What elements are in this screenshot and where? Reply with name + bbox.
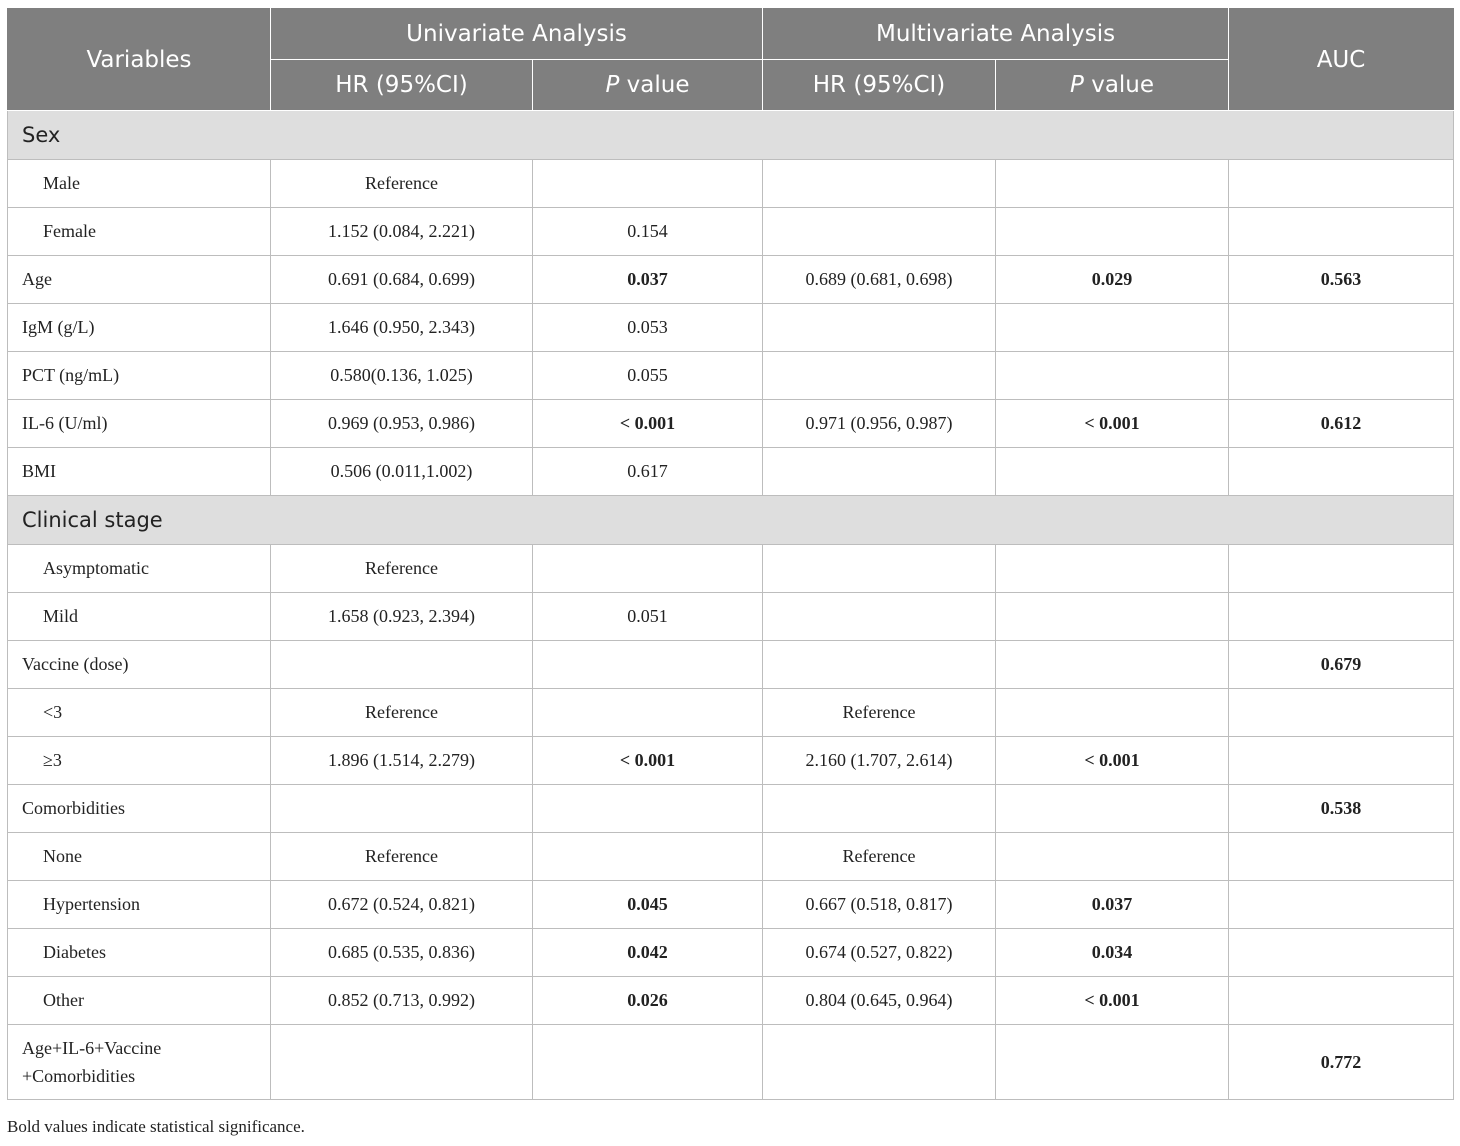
- variable-label: Diabetes: [8, 929, 271, 977]
- variable-label: Male: [8, 160, 271, 208]
- table-row: [8, 833, 1454, 881]
- multi-p-cell: [996, 1025, 1229, 1100]
- variable-label: None: [8, 833, 271, 881]
- variable-label: Female: [8, 208, 271, 256]
- variable-label: Mild: [8, 593, 271, 641]
- variable-label: Asymptomatic: [8, 545, 271, 593]
- variable-label: Other: [8, 977, 271, 1025]
- results-table: [7, 8, 1454, 1100]
- multi-p-cell: [996, 593, 1229, 641]
- multi-hr-cell: [763, 785, 996, 833]
- table-row: [8, 256, 1454, 304]
- auc-cell: [1229, 545, 1454, 593]
- uni-hr-cell: 0.580(0.136, 1.025): [271, 352, 533, 400]
- uni-hr-cell: 1.646 (0.950, 2.343): [271, 304, 533, 352]
- uni-hr-cell: 0.852 (0.713, 0.992): [271, 977, 533, 1025]
- multi-hr-cell: [763, 593, 996, 641]
- uni-p-cell: [533, 160, 763, 208]
- multi-hr-cell: 0.971 (0.956, 0.987): [763, 400, 996, 448]
- uni-hr-cell: 1.152 (0.084, 2.221): [271, 208, 533, 256]
- auc-cell: [1229, 352, 1454, 400]
- variable-label: Vaccine (dose): [8, 641, 271, 689]
- uni-hr-cell: Reference: [271, 833, 533, 881]
- table-row: [8, 929, 1454, 977]
- uni-hr-cell: Reference: [271, 545, 533, 593]
- auc-cell: [1229, 977, 1454, 1025]
- multi-hr-cell: 0.689 (0.681, 0.698): [763, 256, 996, 304]
- table-row: [8, 400, 1454, 448]
- variable-label: ≥3: [8, 737, 271, 785]
- variable-label: BMI: [8, 448, 271, 496]
- multi-hr-cell: [763, 304, 996, 352]
- table-row: [8, 881, 1454, 929]
- uni-p-cell: [533, 641, 763, 689]
- auc-cell: [1229, 448, 1454, 496]
- section-label: Clinical stage: [8, 496, 1454, 545]
- multi-hr-cell: 2.160 (1.707, 2.614): [763, 737, 996, 785]
- header-univariate: Univariate Analysis: [271, 9, 763, 60]
- uni-p-cell: 0.055: [533, 352, 763, 400]
- auc-cell: [1229, 881, 1454, 929]
- auc-cell: 0.772: [1229, 1025, 1454, 1100]
- table-row: [8, 208, 1454, 256]
- uni-hr-cell: Reference: [271, 689, 533, 737]
- multi-p-cell: 0.029: [996, 256, 1229, 304]
- variable-label-line: +Comorbidities: [22, 1066, 136, 1086]
- variable-label: Comorbidities: [8, 785, 271, 833]
- uni-p-cell: 0.053: [533, 304, 763, 352]
- uni-hr-cell: 0.672 (0.524, 0.821): [271, 881, 533, 929]
- uni-hr-cell: [271, 641, 533, 689]
- multi-hr-cell: [763, 352, 996, 400]
- multi-p-cell: [996, 448, 1229, 496]
- uni-p-cell: [533, 785, 763, 833]
- multi-hr-cell: [763, 208, 996, 256]
- auc-cell: 0.538: [1229, 785, 1454, 833]
- multi-hr-cell: Reference: [763, 833, 996, 881]
- uni-p-cell: 0.037: [533, 256, 763, 304]
- table-row: [8, 304, 1454, 352]
- multi-hr-cell: 0.804 (0.645, 0.964): [763, 977, 996, 1025]
- p-italic: P: [1070, 72, 1084, 98]
- uni-p-cell: 0.154: [533, 208, 763, 256]
- uni-hr-cell: Reference: [271, 160, 533, 208]
- p-value-label: value: [1083, 72, 1155, 98]
- auc-cell: 0.679: [1229, 641, 1454, 689]
- table-row: [8, 593, 1454, 641]
- multi-p-cell: 0.037: [996, 881, 1229, 929]
- uni-p-cell: 0.026: [533, 977, 763, 1025]
- section-row: [8, 496, 1454, 545]
- table-row: [8, 737, 1454, 785]
- uni-p-cell: [533, 545, 763, 593]
- auc-cell: [1229, 737, 1454, 785]
- multi-p-cell: [996, 833, 1229, 881]
- variable-label: <3: [8, 689, 271, 737]
- uni-p-cell: 0.617: [533, 448, 763, 496]
- multi-p-cell: [996, 545, 1229, 593]
- auc-cell: [1229, 304, 1454, 352]
- header-multi-p: [996, 60, 1229, 111]
- multi-hr-cell: [763, 641, 996, 689]
- uni-hr-cell: 1.658 (0.923, 2.394): [271, 593, 533, 641]
- header-uni-hr: HR (95%CI): [271, 60, 533, 111]
- variable-label: IgM (g/L): [8, 304, 271, 352]
- multi-hr-cell: 0.674 (0.527, 0.822): [763, 929, 996, 977]
- header-multivariate: Multivariate Analysis: [763, 9, 1229, 60]
- variable-label: Age: [8, 256, 271, 304]
- table-row: [8, 785, 1454, 833]
- uni-hr-cell: 0.969 (0.953, 0.986): [271, 400, 533, 448]
- uni-hr-cell: 0.506 (0.011,1.002): [271, 448, 533, 496]
- auc-cell: [1229, 833, 1454, 881]
- variable-label: IL-6 (U/ml): [8, 400, 271, 448]
- uni-p-cell: 0.051: [533, 593, 763, 641]
- uni-hr-cell: [271, 785, 533, 833]
- header-auc: AUC: [1229, 9, 1454, 111]
- variable-label: PCT (ng/mL): [8, 352, 271, 400]
- table-row: [8, 1025, 1454, 1100]
- auc-cell: [1229, 160, 1454, 208]
- uni-p-cell: 0.045: [533, 881, 763, 929]
- multi-p-cell: < 0.001: [996, 400, 1229, 448]
- table-row: [8, 641, 1454, 689]
- multi-p-cell: [996, 352, 1229, 400]
- multi-p-cell: [996, 304, 1229, 352]
- section-row: [8, 111, 1454, 160]
- variable-label: [8, 1025, 271, 1100]
- multi-hr-cell: [763, 448, 996, 496]
- p-italic: P: [605, 72, 620, 98]
- auc-cell: [1229, 929, 1454, 977]
- auc-cell: [1229, 593, 1454, 641]
- auc-cell: [1229, 689, 1454, 737]
- table-row: [8, 545, 1454, 593]
- multi-p-cell: < 0.001: [996, 737, 1229, 785]
- uni-p-cell: [533, 1025, 763, 1100]
- multi-hr-cell: [763, 1025, 996, 1100]
- uni-hr-cell: 0.691 (0.684, 0.699): [271, 256, 533, 304]
- multi-p-cell: < 0.001: [996, 977, 1229, 1025]
- multi-p-cell: [996, 160, 1229, 208]
- table-row: [8, 160, 1454, 208]
- uni-hr-cell: 0.685 (0.535, 0.836): [271, 929, 533, 977]
- table-body: [8, 111, 1454, 1100]
- table-row: [8, 689, 1454, 737]
- auc-cell: 0.563: [1229, 256, 1454, 304]
- uni-p-cell: [533, 833, 763, 881]
- multi-hr-cell: [763, 545, 996, 593]
- variable-label-line: Age+IL-6+Vaccine: [22, 1038, 162, 1058]
- section-label: Sex: [8, 111, 1454, 160]
- header-uni-p: [533, 60, 763, 111]
- multi-hr-cell: 0.667 (0.518, 0.817): [763, 881, 996, 929]
- uni-p-cell: < 0.001: [533, 737, 763, 785]
- uni-p-cell: 0.042: [533, 929, 763, 977]
- auc-cell: 0.612: [1229, 400, 1454, 448]
- uni-hr-cell: 1.896 (1.514, 2.279): [271, 737, 533, 785]
- multi-p-cell: 0.034: [996, 929, 1229, 977]
- p-value-label: value: [619, 72, 690, 98]
- multi-p-cell: [996, 785, 1229, 833]
- auc-cell: [1229, 208, 1454, 256]
- multi-p-cell: [996, 689, 1229, 737]
- multi-hr-cell: Reference: [763, 689, 996, 737]
- table-header: [8, 9, 1454, 111]
- footnote: Bold values indicate statistical significance.: [7, 1117, 305, 1136]
- table-row: [8, 977, 1454, 1025]
- header-multi-hr: HR (95%CI): [763, 60, 996, 111]
- multi-p-cell: [996, 641, 1229, 689]
- multi-p-cell: [996, 208, 1229, 256]
- multi-hr-cell: [763, 160, 996, 208]
- uni-p-cell: < 0.001: [533, 400, 763, 448]
- uni-p-cell: [533, 689, 763, 737]
- header-variables: Variables: [8, 9, 271, 111]
- uni-hr-cell: [271, 1025, 533, 1100]
- table-row: [8, 448, 1454, 496]
- variable-label: Hypertension: [8, 881, 271, 929]
- table-row: [8, 352, 1454, 400]
